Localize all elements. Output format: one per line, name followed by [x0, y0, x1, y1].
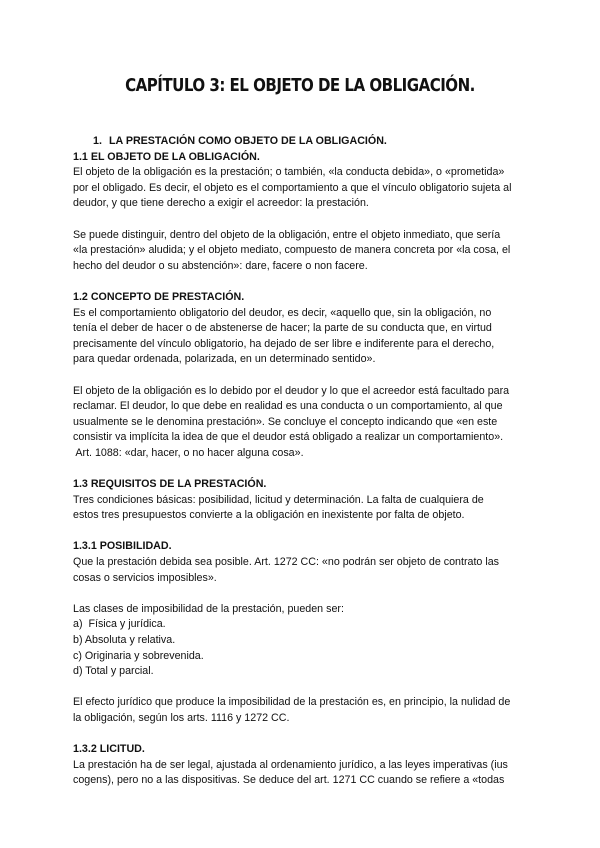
- paragraph-line: para quedar ordenada, polarizada, en un determinado sentido».: [73, 353, 376, 366]
- document-body: [73, 134, 533, 789]
- paragraph-line: Tres condiciones básicas: posibilidad, licitud y determinación. La falta de cualquiera de: [73, 493, 484, 506]
- paragraph-line: La prestación ha de ser legal, ajustada al ordenamiento jurídico, a las leyes imperativas (ius: [73, 758, 508, 771]
- paragraph-line: El objeto de la obligación es la prestación; o también, «la conducta debida», o «prometida»: [73, 166, 505, 179]
- paragraph-line: cogens), pero no a las dispositivas. Se deduce del art. 1271 CC cuando se refiere a «todas: [73, 774, 505, 787]
- paragraph-line: cosas o servicios imposibles».: [73, 571, 217, 584]
- paragraph-line: Se puede distinguir, dentro del objeto de la obligación, entre el objeto inmediato, que sería: [73, 228, 501, 241]
- paragraph-line: Es el comportamiento obligatorio del deudor, es decir, «aquello que, sin la obligación, no: [73, 306, 492, 319]
- paragraph-line: hecho del deudor o su abstención»: dare, facere o non facere.: [73, 259, 368, 272]
- paragraph-line: la obligación, según los arts. 1116 y 1272 CC.: [73, 711, 290, 724]
- paragraph-line: Art. 1088: «dar, hacer, o no hacer alguna cosa».: [73, 446, 304, 459]
- paragraph-line: El objeto de la obligación es lo debido por el deudor y lo que el acreedor está facultado para: [73, 384, 510, 397]
- list-item: c) Originaria y sobrevenida.: [73, 649, 204, 662]
- list-item: a) Física y jurídica.: [73, 618, 166, 631]
- section-heading-text: LA PRESTACIÓN COMO OBJETO DE LA OBLIGACIÓN.: [109, 135, 387, 147]
- section-number: 1.: [93, 135, 102, 147]
- subsection-heading-1-3-2: 1.3.2 LICITUD.: [73, 743, 145, 756]
- paragraph-line: deudor, y que tiene derecho a exigir el acreedor: la prestación.: [73, 197, 369, 210]
- subsection-heading-1-3-1: 1.3.1 POSIBILIDAD.: [73, 540, 172, 553]
- subsection-heading-1-3: 1.3 REQUISITOS DE LA PRESTACIÓN.: [73, 478, 267, 491]
- list-item: d) Total y parcial.: [73, 665, 154, 678]
- paragraph-line: tenía el deber de hacer o de abstenerse de hacer; la parte de su conducta que, en virtud: [73, 322, 492, 335]
- paragraph-line: estos tres presupuestos convierte a la obligación en inexistente por falta de objeto.: [73, 509, 465, 522]
- paragraph-line: usualmente se le denomina prestación». Se concluye el concepto indicando que «en este: [73, 415, 498, 428]
- paragraph-line: «la prestación» aludida; y el objeto mediato, compuesto de manera concreta por «la cosa, el: [73, 244, 511, 257]
- paragraph-line: por el obligado. Es decir, el objeto es el comportamiento a que el vínculo obligatorio sujeta al: [73, 181, 512, 194]
- paragraph-line: Las clases de imposibilidad de la prestación, pueden ser:: [73, 602, 344, 615]
- list-item: b) Absoluta y relativa.: [73, 634, 176, 646]
- paragraph-line: reclamar. El deudor, lo que debe en realidad es una conducta o un comportamiento, al que: [73, 400, 503, 413]
- section-heading-1: [73, 134, 533, 150]
- paragraph-line: precisamente del vínculo obligatorio, ha dejado de ser libre e indiferente para el derecho,: [73, 337, 495, 350]
- paragraph-line: El efecto jurídico que produce la imposibilidad de la prestación es, en principio, la nulidad de: [73, 696, 511, 709]
- chapter-title: CAPÍTULO 3: EL OBJETO DE LA OBLIGACIÓN.: [125, 76, 475, 96]
- subsection-heading-1-2: 1.2 CONCEPTO DE PRESTACIÓN.: [73, 290, 245, 303]
- paragraph-line: Que la prestación debida sea posible. Art. 1272 CC: «no podrán ser objeto de contrato las: [73, 556, 499, 569]
- paragraph-line: consistir va implícita la idea de que el deudor está obligado a realizar un comportamiento».: [73, 431, 504, 444]
- subsection-heading-1-1: 1.1 EL OBJETO DE LA OBLIGACIÓN.: [73, 150, 260, 163]
